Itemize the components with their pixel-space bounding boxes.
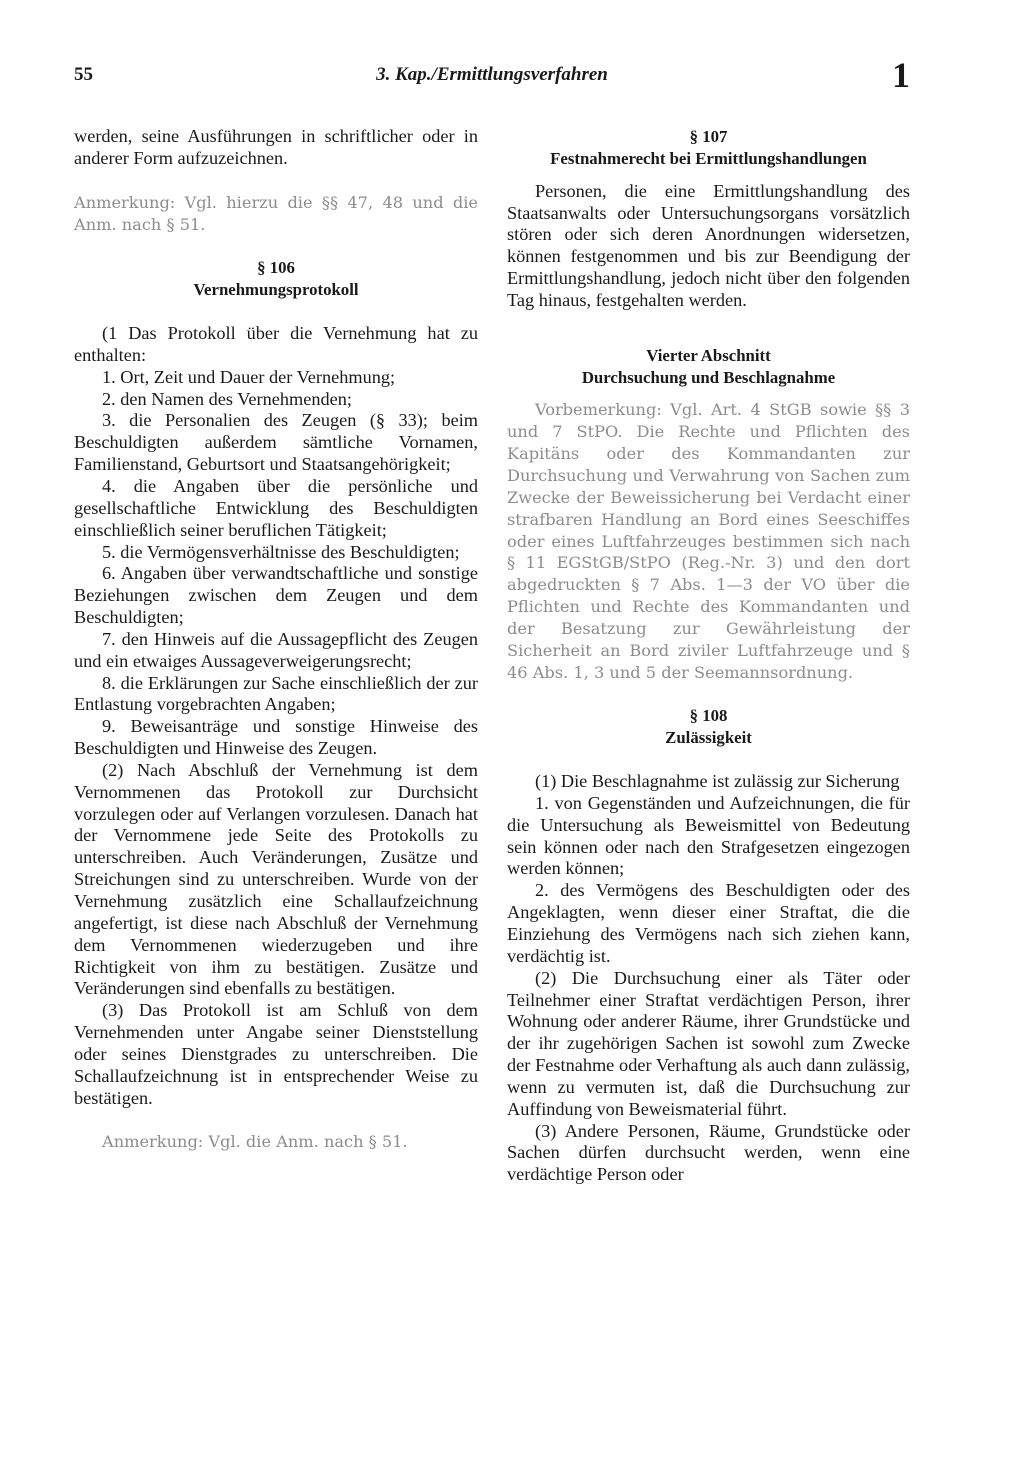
page-header bbox=[74, 55, 910, 95]
section-107-text: Personen, die eine Ermittlungshandlung des Staatsanwalts oder Untersuchungsorgans vorsätzlich stören oder sich deren Anordnungen widersetzen, können festgenommen und bis zur Beendigung der Ermittlungshandlung, jedoch nicht über den folgenden Tag hinaus, festgehalten werden. bbox=[507, 180, 910, 310]
section-106-item: 1. Ort, Zeit und Dauer der Vernehmung; bbox=[102, 366, 396, 387]
section-106-paragraph-3: (3) Das Protokoll ist am Schluß von dem Vernehmenden unter Angabe seiner Dienststellung oder seines Dienstgrades zu unterschreiben. Die Schallaufzeichnung ist in entsprechender Weise zu bestätigen. bbox=[74, 1000, 478, 1108]
section-106-item: 6. Angaben über verwandtschaftliche und sonstige Beziehungen zwischen dem Zeugen und dem Beschuldigten; bbox=[74, 563, 478, 628]
note-section-106: Anmerkung: Vgl. die Anm. nach § 51. bbox=[102, 1132, 408, 1152]
section-106-number: § 106 bbox=[257, 258, 295, 278]
section-106-title: Vernehmungsprotokoll bbox=[193, 280, 359, 300]
section-106-item: 4. die Angaben über die persönliche und gesellschaftliche Entwicklung des Beschuldigten einschließlich seiner beruflichen Tätigkeit; bbox=[74, 475, 478, 540]
section-106-paragraph-2: (2) Nach Abschluß der Vernehmung ist dem Vernommenen das Protokoll zur Durchsicht vorzulegen oder auf Verlangen vorzulesen. Danach hat der Vernommene jede Seite des Protokolls zu unterschreiben. Auch Veränderungen, Zusätze und Streichungen sind zu unterschreiben. Wurde von der Vernehmung zusätzlich eine Schallaufzeichnung angefertigt, ist diese nach Abschluß der Vernehmung dem Vernommenen wiederzugeben und ihre Richtigkeit von ihm zu bestätigen. Zusätze und Veränderungen sind ebenfalls zu bestätigen. bbox=[74, 759, 478, 999]
part-heading-line-2: Durchsuchung und Beschlagnahme bbox=[581, 367, 836, 387]
part-heading bbox=[507, 345, 910, 389]
chapter-number: 1 bbox=[892, 55, 910, 95]
left-column bbox=[74, 126, 478, 1153]
section-108-item: 1. von Gegenständen und Aufzeichnungen, die für die Untersuchung als Beweismittel von Bedeutung sein können oder nach den Strafgesetzen eingezogen werden können; bbox=[507, 792, 910, 879]
section-107-number: § 107 bbox=[689, 127, 728, 146]
section-106-item: 2. den Namen des Vernehmenden; bbox=[102, 388, 352, 409]
preliminary-note: Vorbemerkung: Vgl. Art. 4 StGB sowie §§ 3 und 7 StPO. Die Rechte und Pflichten des Kapitäns oder des Kommandanten zur Durchsuchung und Verwahrung von Sachen zum Zwecke der Beweissicherung bei Verdacht einer strafbaren Handlung an Bord eines Seeschiffes oder eines Luftfahrzeuges bestimmen sich nach § 11 EGStGB/StPO (Reg.-Nr. 3) und den dort abgedruckten § 7 Abs. 1—3 der VO über die Pflichten und Rechte des Kommandanten und der Besatzung zur Gewährleistung der Sicherheit an Bord ziviler Luftfahrzeuge und § 46 Abs. 1, 3 und 5 der Seemannsordnung. bbox=[507, 400, 910, 682]
section-106-item: 5. die Vermögensverhältnisse des Beschuldigten; bbox=[102, 541, 460, 562]
section-106 bbox=[74, 257, 478, 1153]
section-108 bbox=[507, 705, 910, 1186]
section-108-number: § 108 bbox=[689, 706, 728, 726]
part-heading-line-1: Vierter Abschnitt bbox=[646, 345, 771, 365]
section-106-item: 9. Beweisanträge und sonstige Hinweise des Beschuldigten und Hinweise des Zeugen. bbox=[74, 716, 478, 759]
section-106-item: 7. den Hinweis auf die Aussagepflicht des Zeugen und ein etwaiges Aussageverweigerungsrecht; bbox=[74, 628, 478, 671]
section-106-item: 8. die Erklärungen zur Sache einschließlich der zur Entlastung vorgebrachten Angaben; bbox=[74, 672, 478, 715]
section-107-title: Festnahmerecht bei Ermittlungshandlungen bbox=[550, 148, 867, 168]
section-106-intro: (1 Das Protokoll über die Vernehmung hat zu enthalten: bbox=[74, 323, 478, 365]
section-108-paragraph-2: (2) Die Durchsuchung einer als Täter oder Teilnehmer einer Straftat verdächtigen Person, ihrer Wohnung oder anderer Räume, ihrer Grundstücke und der ihr zugehörigen Sachen ist sowohl zum Zwecke der Festnahme oder Verhaftung als auch dann zulässig, wenn zu vermuten ist, daß die Durchsuchung zur Auffindung von Beweismaterial führt. bbox=[507, 967, 910, 1119]
section-108-intro: (1) Die Beschlagnahme ist zulässig zur Sicherung bbox=[535, 771, 900, 792]
note-section-105: Anmerkung: Vgl. hierzu die §§ 47, 48 und die Anm. nach § 51. bbox=[74, 192, 478, 234]
right-column bbox=[507, 126, 910, 1186]
section-106-item: 3. die Personalien des Zeugen (§ 33); beim Beschuldigten außerdem sämtliche Vornamen, Familienstand, Geburtsort und Staatsangehörigkeit; bbox=[74, 410, 478, 475]
section-108-paragraph-3: (3) Andere Personen, Räume, Grundstücke oder Sachen dürfen durchsucht werden, wenn eine verdächtige Person oder bbox=[507, 1120, 910, 1185]
section-107 bbox=[507, 126, 910, 312]
page-number: 55 bbox=[74, 64, 93, 85]
section-108-title: Zulässigkeit bbox=[665, 728, 752, 748]
continuation-text: werden, seine Ausführungen in schriftlicher oder in anderer Form aufzuzeichnen. bbox=[74, 126, 478, 168]
section-108-item: 2. des Vermögens des Beschuldigten oder des Angeklagten, wenn dieser einer Straftat, die die Einziehung des Vermögens nach sich ziehen kann, verdächtig ist. bbox=[507, 880, 910, 966]
running-title: 3. Kap./Ermittlungsverfahren bbox=[376, 64, 608, 85]
